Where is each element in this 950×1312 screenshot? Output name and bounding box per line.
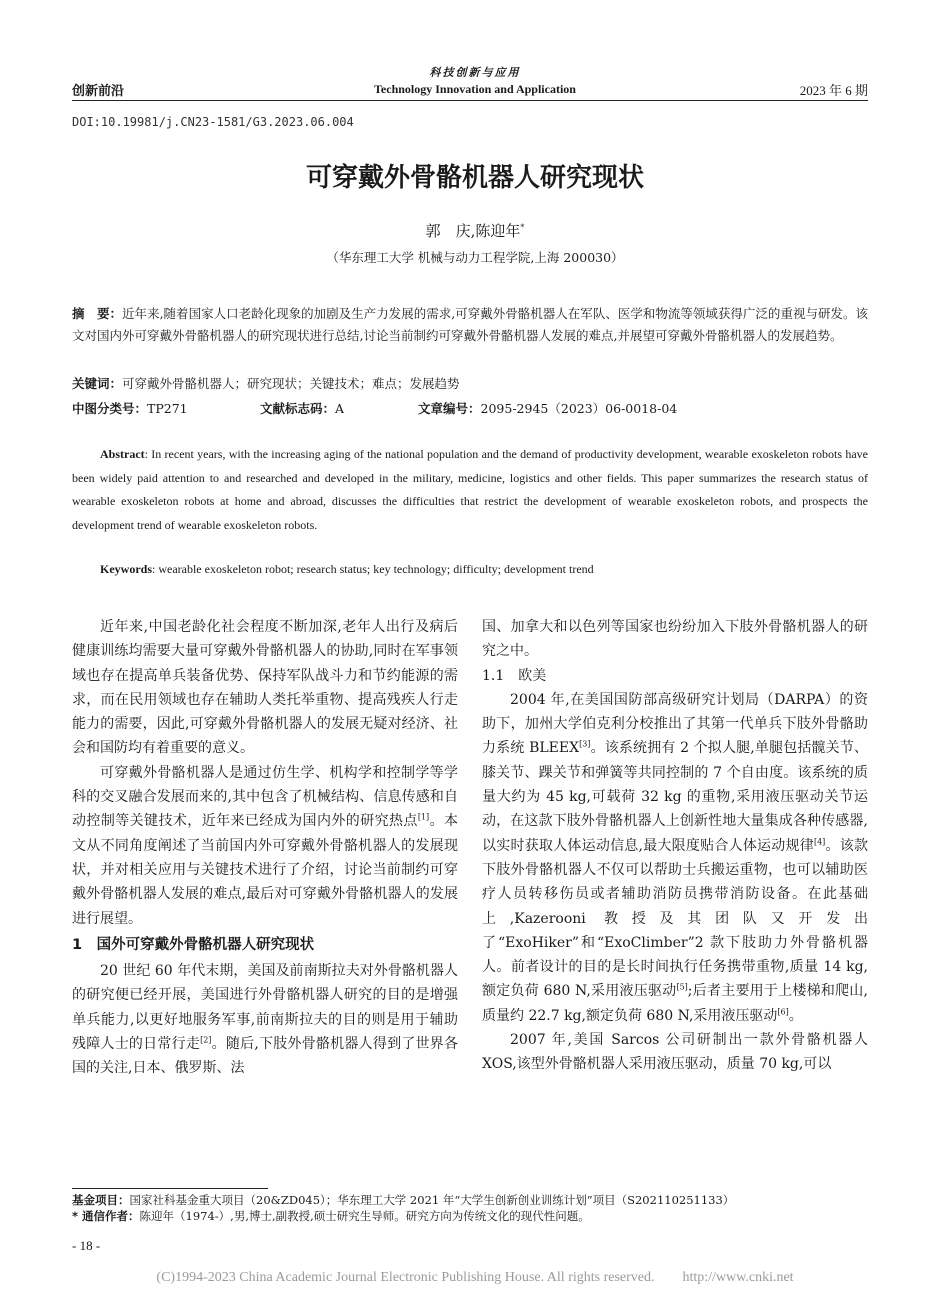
paragraph: 近年来,中国老龄化社会程度不断加深,老年人出行及病后健康训练均需要大量可穿戴外骨骼机器人的协助,同时在军事领域也存在提高单兵装备优势、保持军队战斗力和节约能源的需求，而在民用领域也存在辅助人类托举重物、提高残疾人行走能力的需要，因此,可穿戴外骨骼机器人的发展无疑对经济、社会和国防均有着重要的意义。 [72,619,458,757]
keywords-cn [72,374,868,392]
author-names: 郭 庆,陈迎年 [425,222,521,240]
paragraph: 2007 年,美国 Sarcos 公司研制出一款外骨骼机器人 XOS,该型外骨骼机器人采用液压驱动，质量 70 kg,可以 [482,1032,868,1073]
corresponding-author-footnote [72,1208,868,1224]
article-value: 2095-2945（2023）06-0018-04 [480,401,678,416]
doc-label: 文献标志码： [260,401,336,416]
clc-value: TP271 [147,401,188,416]
abstract-cn-label: 摘 要： [72,306,123,321]
article-number [418,399,677,417]
abstract-en-label: Abstract [100,447,145,461]
paper-title: 可穿戴外骨骼机器人研究现状 [305,163,644,193]
doi: DOI:10.19981/j.CN23-1581/G3.2023.06.004 [72,115,354,129]
journal-name-en: Technology Innovation and Application [374,82,576,96]
abstract-en-text: : In recent years, with the increasing aging of the national population and the demand of productivity development, wearable exoskeleton robots have been widely paid attention to and researched and developed in the military, medicine, logistics and other fields. This paper summarizes the research status of wearable exoskeleton robots at home and abroad, discusses the difficulties that restrict the development of wearable exoskeleton robots, and prospects the development trend of wearable exoskeleton robots. [72,447,868,532]
journal-header [300,64,650,97]
paragraph-text: 可穿戴外骨骼机器人是通过仿生学、机构学和控制学等学科的交叉融合发展而来的,其中包含了机械结构、信息传感和自动控制等关键技术，近年来已经成为国内外的研究热点 [72,764,458,830]
corr-text: 陈迎年（1974-）,男,博士,副教授,硕士研究生导师。研究方向为传统文化的现代性问题。 [139,1209,590,1223]
copyright-watermark: (C)1994-2023 China Academic Journal Electronic Publishing House. All rights reserved. http://www.cnki.net [156,1270,794,1285]
paragraph-text: 。本文从不同角度阐述了当前国内外可穿戴外骨骼机器人的发展现状，并对相关应用与关键技术进行了介绍，讨论当前制约可穿戴外骨骼机器人发展的难点,最后对可穿戴外骨骼机器人的发展进行展望。 [72,813,459,927]
document-code [260,399,344,417]
paragraph-text: 。该系统拥有 2 个拟人腿,单腿包括髋关节、膝关节、踝关节和弹簧等共同控制的 7 个自由度。该系统的质量大约为 45 kg,可载荷 32 kg 的重物,采用液压驱动关节运动，在这款下肢外骨骼机器人上创新性地大量集成各种传感器,以实时获取人体运动信息,最大限度贴合人体运动规律 [482,740,868,854]
paragraph-text: 2004 年,在美国国防部高级研究计划局（DARPA）的资助下，加州大学伯克利分校推出了其第一代单兵下肢外骨骼助力系统 BLEEX [482,691,868,757]
page-number: - 18 - [72,1238,101,1253]
keywords-en [100,562,868,577]
body-column-left [72,615,458,1081]
keywords-en-text: : wearable exoskeleton robot; research status; key technology; difficulty; development trend [152,562,594,576]
abstract-cn [72,303,868,347]
abstract-cn-text: 近年来,随着国家人口老龄化现象的加剧及生产力发展的需求,可穿戴外骨骼机器人在军队、医学和物流等领域获得广泛的重视与研发。该文对国内外可穿戴外骨骼机器人的研究现状进行总结,讨论当前制约可穿戴外骨骼机器人发展的难点,并展望可穿戴外骨骼机器人的发展趋势。 [72,306,868,343]
article-label: 文章编号： [418,401,481,416]
paragraph-text: 。随后,下肢外骨骼机器人得到了世界各国的关注,日本、俄罗斯、法 [72,1036,459,1077]
clc-number [72,399,188,417]
authors [0,220,950,241]
paragraph: 国、加拿大和以色列等国家也纷纷加入下肢外骨骼机器人的研究之中。 [482,619,868,660]
paragraph-text: 。该款下肢外骨骼机器人不仅可以帮助士兵搬运重物，也可以辅助医疗人员转移伤员或者辅助消防员携带消防设备。在此基础上,Kazerooni 教授及其团队又开发出了“ExoHiker”和“ExoClimber”2 款下肢助力外骨骼机器人。前者设计的目的是长时间执行任务携带重物,质量 14 kg,额定负荷 680 N,采用液压驱动 [482,837,869,1000]
paragraph [72,959,458,1080]
fund-footnote [72,1192,868,1208]
abstract-en [72,443,868,537]
paragraph-text: 20 世纪 60 年代末期，美国及前南斯拉夫对外骨骼机器人的研究便已经开展，美国进行外骨骼机器人研究的目的是增强单兵能力,以更好地服务军事,前南斯拉夫的目的则是用于辅助残障人士的日常行走 [72,963,458,1053]
doc-value: A [335,401,345,416]
citation: [5] [676,982,688,992]
corresponding-mark: * [520,223,525,232]
body-column-right [482,615,868,1077]
keywords-cn-text: 可穿戴外骨骼机器人；研究现状；关键技术；难点；发展趋势 [122,376,460,391]
affiliation: （华东理工大学 机械与动力工程学院,上海 200030） [326,250,624,265]
citation: [1] [417,812,430,822]
issue-label: 2023 年 6 期 [799,83,868,98]
keywords-en-label: Keywords [100,562,152,576]
citation: [2] [200,1035,212,1045]
paragraph-text: 。 [788,1007,803,1024]
subsection-heading: 1.1 欧美 [482,667,547,684]
corr-label: * 通信作者： [72,1209,140,1223]
keywords-cn-label: 关键词： [72,376,123,391]
paragraph [72,761,458,931]
paragraph [482,688,868,1028]
clc-label: 中图分类号： [72,401,148,416]
citation: [4] [813,837,826,847]
header-divider [72,100,868,101]
journal-section-label: 创新前沿 [72,84,125,99]
citation: [6] [777,1007,789,1017]
fund-label: 基金项目： [72,1193,130,1207]
journal-name-cn: 科技创新与应用 [429,66,521,79]
citation: [3] [579,739,591,749]
section-heading: 1 国外可穿戴外骨骼机器人研究现状 [72,936,315,953]
footnote-divider [72,1188,268,1189]
paragraph-text: ;后者主要用于上楼梯和爬山,质量约 22.7 kg,额定负荷 680 N,采用液压驱动 [482,983,868,1024]
fund-text: 国家社科基金重大项目（20&ZD045）；华东理工大学 2021 年“大学生创新创业训练计划”项目（S202110251133） [129,1193,735,1207]
